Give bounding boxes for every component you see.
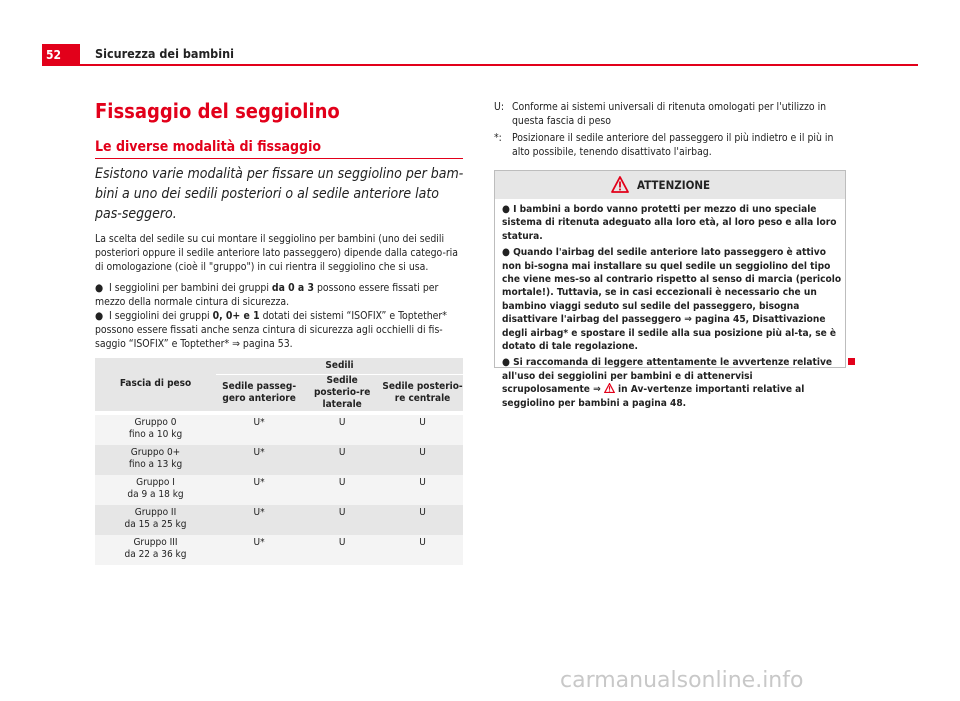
- table-row: [95, 475, 463, 505]
- table-row: [95, 505, 463, 535]
- bullet-item: [95, 281, 465, 309]
- center-cell: U: [382, 475, 463, 505]
- body-paragraph: La scelta del sedile su cui montare il seggiolino per bambini (uno dei sedili posteriori oppure il sedile anteriore lato passeggero) dipende dalla catego-ria di omologazione (cioè il "gruppo") in cui rientra il seggiolino che si usa.: [95, 233, 458, 273]
- weight-cell: Gruppo II da 15 a 25 kg: [95, 505, 216, 535]
- intro-text: Esistono varie modalità per fissare un seggiolino per bam-bini a uno dei sedili posteriori o al sedile anteriore lato pas-seggero.: [95, 166, 464, 222]
- center-cell: U: [382, 535, 463, 565]
- legend-u: [494, 100, 854, 128]
- bullet-item: [95, 309, 465, 351]
- side-cell: U: [302, 445, 382, 475]
- center-cell: U: [382, 505, 463, 535]
- legend-star: [494, 131, 854, 159]
- warning-bullet: ● I bambini a bordo vanno protetti per mezzo di uno speciale sistema di ritenuta adeguato alla loro età, al loro peso e alla loro statura.: [502, 204, 837, 242]
- weight-cell: Gruppo III da 22 a 36 kg: [95, 535, 216, 565]
- legend-text: Conforme ai sistemi universali di ritenuta omologati per l'utilizzo in questa fascia di peso: [512, 101, 827, 127]
- section-rule: [95, 158, 463, 159]
- warning-label: ATTENZIONE: [637, 178, 711, 192]
- warning-body: [502, 203, 842, 413]
- side-cell: U: [302, 415, 382, 445]
- warning-box: [494, 170, 846, 409]
- warning-triangle-icon: [611, 176, 629, 193]
- bullet-text: I seggiolini dei gruppi: [109, 310, 213, 322]
- warning-triangle-icon: [604, 383, 615, 393]
- front-cell: U*: [216, 535, 302, 565]
- header-seats: Sedili: [216, 358, 463, 375]
- side-cell: U: [302, 505, 382, 535]
- watermark: carmanualsonline.info: [560, 668, 804, 693]
- warning-bullet: ● Quando l'airbag del sedile anteriore lato passeggero è attivo non bi-sogna mai installare su quel sedile un seggiolino del tipo che viene mes-so al contrario rispetto al senso di marcia (pericolo mortale!). Tuttavia, se in casi eccezionali è necessario che un bambino viaggi seduto sul sedile del passeggero, bisogna disattivare l'airbag del passeggero ⇒ pagina 45, Disattivazione degli airbag* e spostare il sedile alla sua posizione più al-ta, se è dotato di tale regolazione.: [502, 247, 842, 353]
- warning-header: [495, 171, 845, 199]
- weight-cell: Gruppo 0 fino a 10 kg: [95, 415, 216, 445]
- weight-cell: Gruppo I da 9 a 18 kg: [95, 475, 216, 505]
- weight-cell: Gruppo 0+ fino a 13 kg: [95, 445, 216, 475]
- front-cell: U*: [216, 505, 302, 535]
- bullet-bold: da 0 a 3: [271, 282, 314, 294]
- bullet-dot: ●: [502, 357, 514, 369]
- bullet-dot: ●: [95, 282, 104, 294]
- center-cell: U: [382, 415, 463, 445]
- seat-table: [95, 358, 463, 565]
- legend-key: U:: [494, 101, 504, 113]
- table-row: [95, 535, 463, 565]
- header-rule: [80, 64, 918, 66]
- legend-text: Posizionare il sedile anteriore del passeggero il più indietro e il più in alto possibile, tenendo disattivato l'airbag.: [512, 132, 834, 158]
- bullet-dot: ●: [502, 204, 514, 215]
- header-weight: Fascia di peso: [95, 358, 216, 411]
- main-title: Fissaggio del seggiolino: [95, 99, 340, 123]
- front-cell: U*: [216, 475, 302, 505]
- section-title: Le diverse modalità di fissaggio: [95, 139, 322, 155]
- bullet-text: dotati dei sistemi “ISOFIX” e Toptether* possono essere fissati anche senza cintura di sicurezza agli occhielli di fis-saggio “ISOFIX” e Toptether* ⇒ pagina 53.: [95, 310, 447, 350]
- side-cell: U: [302, 535, 382, 565]
- bullet-dot: ●: [95, 310, 104, 322]
- table-row: [95, 415, 463, 445]
- center-cell: U: [382, 445, 463, 475]
- side-cell: U: [302, 475, 382, 505]
- table-row: [95, 445, 463, 475]
- bullet-bold: 0, 0+ e 1: [212, 310, 260, 322]
- header-front-seat: Sedile passeg-gero anteriore: [216, 375, 302, 412]
- bullet-text: possono essere fissati per mezzo della normale cintura di sicurezza.: [95, 282, 439, 308]
- bullet-dot: ●: [502, 247, 514, 259]
- warning-bullet: ● Si raccomanda di leggere attentamente le avvertenze relative all'uso dei seggiolini per bambini e di attenervisi scrupolosamente ⇒ in Av-vertenze importanti relative al seggiolino per bambini a pagina 48.: [502, 357, 833, 409]
- end-marker: [848, 358, 855, 365]
- header-rear-side-seat: Sedile posterio-re laterale: [302, 375, 382, 412]
- page-number: 52: [42, 44, 80, 66]
- bullet-text: I seggiolini per bambini dei gruppi: [109, 282, 272, 294]
- front-cell: U*: [216, 445, 302, 475]
- header-rear-center-seat: Sedile posterio-re centrale: [382, 375, 463, 412]
- legend-key: *:: [494, 132, 502, 144]
- header-title: Sicurezza dei bambini: [95, 46, 234, 61]
- front-cell: U*: [216, 415, 302, 445]
